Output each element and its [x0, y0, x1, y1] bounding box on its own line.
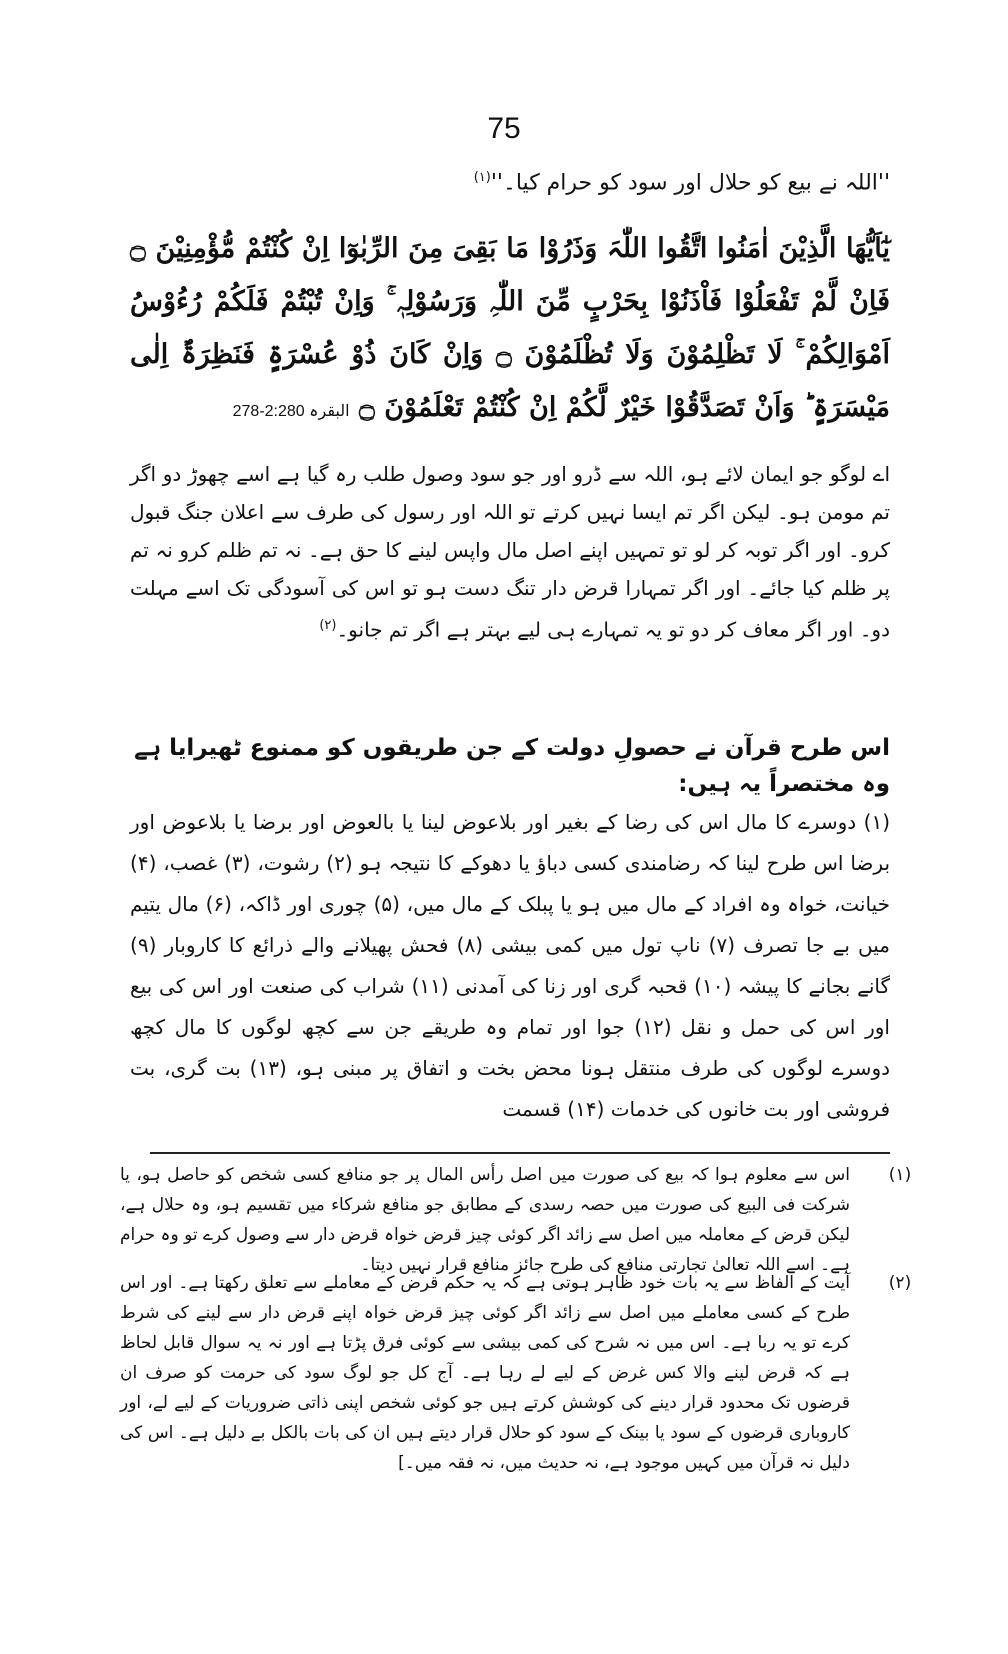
translation-text: اے لوگو جو ایمان لائے ہو، اللہ سے ڈرو اور جو سود وصول طلب رہ گیا ہے اسے چھوڑ دو اگر تم مومن ہو۔ لیکن اگر تم ایسا نہیں کرتے تو اللہ اور رسول کی طرف سے اعلان جنگ قبول کرو۔ اور اگر توبہ کر لو تو تمہیں اپنے اصل مال واپس لینے کا حق ہے۔ نہ تم ظلم کرو نہ تم پر ظلم کیا جائے۔ اور اگر تمہارا قرض دار تنگ دست ہو تو اس کی آسودگی تک اسے مہلت دو۔ اور اگر معاف کر دو تو یہ تمہارے ہی لیے بہتر ہے اگر تم جانو۔ [130, 462, 890, 642]
quote-line [130, 170, 890, 195]
footnote-number: (۲) [888, 1273, 912, 1293]
footnote-divider [150, 1152, 890, 1154]
quran-verse [130, 222, 890, 438]
quote-footnote-ref: (۱) [473, 170, 491, 185]
verse-text: یٰٓاَیُّھَا الَّذِیْنَ اٰمَنُوا اتَّقُوا اللّٰہَ وَذَرُوْا مَا بَقِیَ مِنَ الرِّبٰوٓا اِنْ کُنْتُمْ مُّؤْمِنِیْنَ ۝ فَاِنْ لَّمْ تَفْعَلُوْا فَاْذَنُوْا بِحَرْبٍ مِّنَ اللّٰہِ وَرَسُوْلِہٖ ۚ وَاِنْ تُبْتُمْ فَلَکُمْ رُءُوْسُ اَمْوَالِکُمْ ۚ لَا تَظْلِمُوْنَ وَلَا تُظْلَمُوْنَ ۝ وَاِنْ کَانَ ذُوْ عُسْرَۃٍ فَنَظِرَۃٌ اِلٰی مَیْسَرَۃٍ ؕ وَاَنْ تَصَدَّقُوْا خَیْرٌ لَّکُمْ اِنْ کُنْتُمْ تَعْلَمُوْنَ ۝ [130, 233, 890, 423]
quote-text: ''اللہ نے بیع کو حلال اور سود کو حرام کیا۔'' [490, 170, 890, 196]
verse-translation [130, 455, 890, 649]
prohibited-methods-list: (۱) دوسرے کا مال اس کی رضا کے بغیر اور بلاعوض لینا یا بالعوض اور برضا یا بلاعوض اور برضا اس طرح لینا کہ رضامندی کسی دباؤ یا دھوکے کا نتیجہ ہو (۲) رشوت، (۳) غصب، (۴) خیانت، خواہ وہ افراد کے مال میں ہو یا پبلک کے مال میں، (۵) چوری اور ڈاکہ، (۶) مال یتیم میں بے جا تصرف (۷) ناپ تول میں کمی بیشی (۸) فحش پھیلانے والے ذرائع کا کاروبار (۹) گانے بجانے کا پیشہ (۱۰) قحبہ گری اور زنا کی آمدنی (۱۱) شراب کی صنعت اور اس کی بیع اور اس کی حمل و نقل (۱۲) جوا اور تمام وہ طریقے جن سے کچھ لوگوں کا مال کچھ دوسرے لوگوں کی طرف منتقل ہونا محض بخت و اتفاق پر مبنی ہو، (۱۳) بت گری، بت فروشی اور بت خانوں کی خدمات (۱۴) قسمت [130, 810, 891, 1121]
footnote-1 [120, 1160, 920, 1280]
translation-footnote-ref: (۲) [319, 618, 337, 633]
footnote-number: (۱) [888, 1165, 912, 1185]
footnote-text: آیت کے الفاظ سے یہ بات خود ظاہر ہوتی ہے کہ یہ حکم قرض کے معاملے سے تعلق رکھتا ہے۔ اور اس طرح کے کسی معاملے میں اصل سے زائد اگر کوئی چیز قرض خواہ اپنے قرض دار سے لینے کی شرط کرے تو یہ ربا ہے۔ اس میں نہ شرح کی کمی بیشی سے کوئی فرق پڑتا ہے اور نہ یہ سوال قابل لحاظ ہے کہ قرض لینے والا کس غرض کے لیے لے رہا ہے۔ آج کل جو لوگ سود کی حرمت کو صرف ان قرضوں تک محدود قرار دینے کی کوشش کرتے ہیں جو کوئی شخص اپنی ذاتی ضروریات کے لیے لے، اور کاروباری قرضوں کے سود یا بینک کے سود کو حلال قرار دیتے ہیں ان کی بات بالکل بے دلیل ہے۔ اس کی دلیل نہ قرآن میں کہیں موجود ہے، نہ حدیث میں، نہ فقہ میں۔] [120, 1273, 850, 1473]
section-heading: اس طرح قرآن نے حصولِ دولت کے جن طریقوں کو ممنوع ٹھیرایا ہے وہ مختصراً یہ ہیں: [134, 735, 890, 797]
page-number: 75 [487, 112, 521, 145]
footnote-text: اس سے معلوم ہوا کہ بیع کی صورت میں اصل رأس المال پر جو منافع کسی شخص کو حاصل ہو، یا شرکت فی البیع کی صورت میں حصہ رسدی کے مطابق جو منافع شرکاء میں تقسیم ہو، وہ حلال ہے، لیکن قرض کے معاملہ میں اصل سے زائد اگر کوئی چیز قرض خواہ قرض دار سے وصول کرے تو وہ حرام ہے۔ اسے اللہ تعالیٰ تجارتی منافع کی طرح جائز منافع قرار نہیں دیتا۔ [120, 1165, 850, 1275]
verse-reference: البقرہ 2:280-278 [232, 403, 350, 420]
footnote-2 [120, 1268, 920, 1478]
